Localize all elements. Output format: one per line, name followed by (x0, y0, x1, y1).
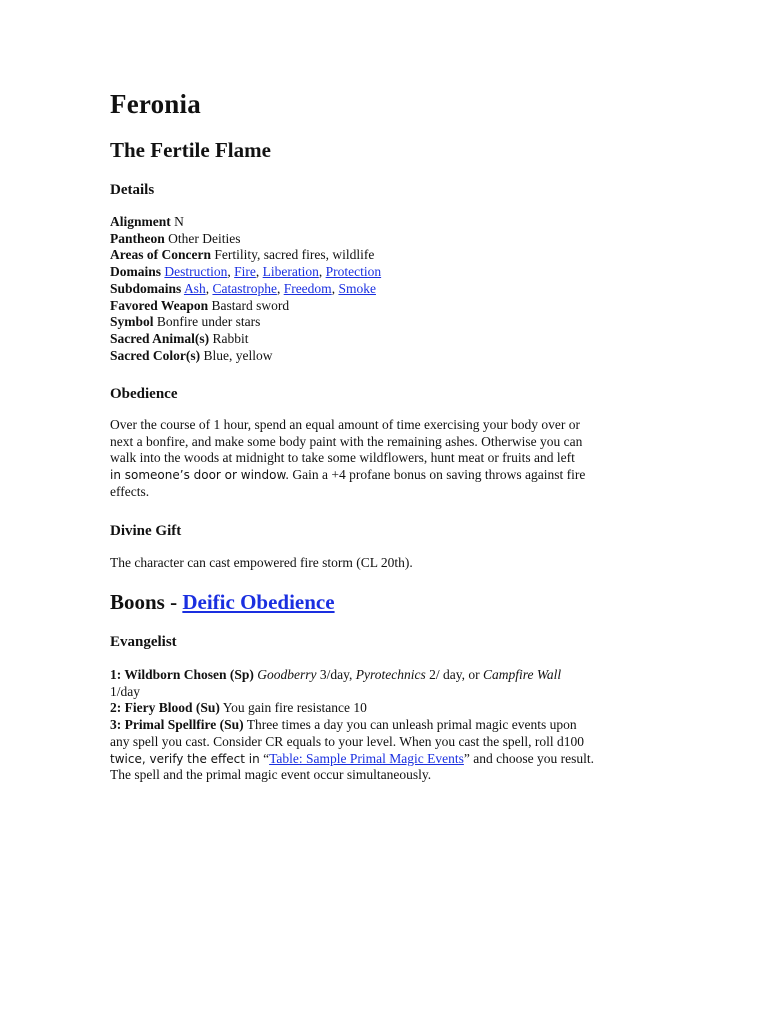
boon-1-label: 1: Wildborn Chosen (Sp) (110, 667, 254, 682)
animal-label: Sacred Animal(s) (110, 330, 210, 346)
areas-value: Fertility, sacred fires, wildlife (214, 247, 375, 263)
obedience-line: effects. (110, 483, 150, 499)
domains-label: Domains (110, 264, 162, 280)
symbol-value: Bonfire under stars (156, 314, 261, 330)
obedience-heading: Obedience (110, 386, 178, 402)
color-row (110, 348, 381, 365)
alignment-value: N (174, 214, 184, 229)
obedience-sans-fragment: in someone’s door or window. (110, 468, 290, 483)
spell-goodberry: Goodberry (257, 667, 317, 682)
spell-campfire-wall: Campfire Wall (483, 667, 562, 682)
boon-2-label: 2: Fiery Blood (Su) (110, 700, 220, 716)
color-label: Sacred Color(s) (110, 347, 201, 363)
page-subtitle: The Fertile Flame (110, 138, 271, 162)
details-heading: Details (110, 182, 155, 198)
pantheon-row (110, 231, 381, 248)
deific-obedience-link[interactable]: Deific Obedience (182, 590, 335, 614)
symbol-label: Symbol (110, 314, 154, 330)
subdomains-row: Subdomains Ash, Catastrophe, Freedom, Smoke (110, 280, 376, 296)
weapon-value: Bastard sword (211, 297, 290, 313)
obedience-paragraph (110, 417, 670, 501)
boon-1-continued: 1/day (110, 683, 140, 699)
boon-3-sans-fragment: twice, verify the effect in (110, 751, 260, 766)
boons-heading (110, 588, 335, 616)
weapon-row (110, 298, 381, 315)
boon-3-line (110, 751, 594, 768)
boon-1-text: 3/day, (316, 667, 356, 682)
subdomain-link-catastrophe[interactable]: Catastrophe (212, 280, 277, 296)
divine-gift-heading: Divine Gift (110, 523, 182, 539)
alignment-row (110, 214, 381, 231)
domain-link-fire[interactable]: Fire (234, 264, 256, 280)
areas-label: Areas of Concern (110, 247, 211, 263)
boon-3-line-rest: ” and choose you result. (463, 750, 594, 766)
primal-magic-table-link[interactable]: Table: Sample Primal Magic Events (269, 750, 464, 766)
subdomain-link-smoke[interactable]: Smoke (338, 280, 376, 296)
domain-link-destruction[interactable]: Destruction (164, 264, 228, 280)
boon-3-line: any spell you cast. Consider CR equals to your level. When you cast the spell, roll d100 (110, 733, 585, 749)
animal-value: Rabbit (212, 330, 249, 346)
boon-3-text: Three times a day you can unleash primal magic events upon (243, 717, 577, 733)
details-list (110, 214, 381, 364)
boon-1 (110, 667, 594, 684)
domain-link-protection[interactable]: Protection (325, 264, 382, 280)
quote-open: “ (259, 750, 270, 766)
pantheon-label: Pantheon (110, 230, 165, 246)
pantheon-value: Other Deities (168, 230, 241, 246)
domain-link-liberation[interactable]: Liberation (262, 264, 319, 280)
boon-3-label: 3: Primal Spellfire (Su) (110, 717, 244, 733)
obedience-line: Over the course of 1 hour, spend an equal amount of time exercising your body over or (110, 417, 580, 432)
color-value: Blue, yellow (203, 347, 273, 363)
subdomain-link-ash[interactable]: Ash (183, 280, 206, 296)
alignment-label: Alignment (110, 214, 171, 229)
areas-row (110, 247, 381, 264)
boon-3 (110, 717, 594, 734)
boon-1-text: 2/ day, or (425, 667, 484, 682)
obedience-line: next a bonfire, and make some body paint with the remaining ashes. Otherwise you can (110, 433, 583, 449)
symbol-row (110, 314, 381, 331)
domains-row: Domains Destruction, Fire, Liberation, Protection (110, 264, 382, 280)
subdomains-label: Subdomains (110, 280, 182, 296)
subdomain-link-freedom[interactable]: Freedom (283, 280, 332, 296)
spell-pyrotechnics: Pyrotechnics (355, 667, 426, 682)
evangelist-boons (110, 667, 594, 784)
weapon-label: Favored Weapon (110, 297, 209, 313)
boon-3-line: The spell and the primal magic event occur simultaneously. (110, 767, 432, 783)
boon-2-text: You gain fire resistance 10 (219, 700, 367, 716)
obedience-line-rest: Gain a +4 profane bonus on saving throws against fire (289, 467, 586, 483)
boons-heading-prefix: Boons - (110, 590, 183, 614)
obedience-line: walk into the woods at midnight to take some wildflowers, hunt meat or fruits and left (110, 450, 575, 466)
divine-gift-text: The character can cast empowered fire storm (CL 20th). (110, 555, 413, 570)
animal-row (110, 331, 381, 348)
page-title: Feronia (110, 89, 201, 119)
boon-2 (110, 700, 594, 717)
obedience-line (110, 467, 670, 484)
evangelist-heading: Evangelist (110, 634, 177, 650)
